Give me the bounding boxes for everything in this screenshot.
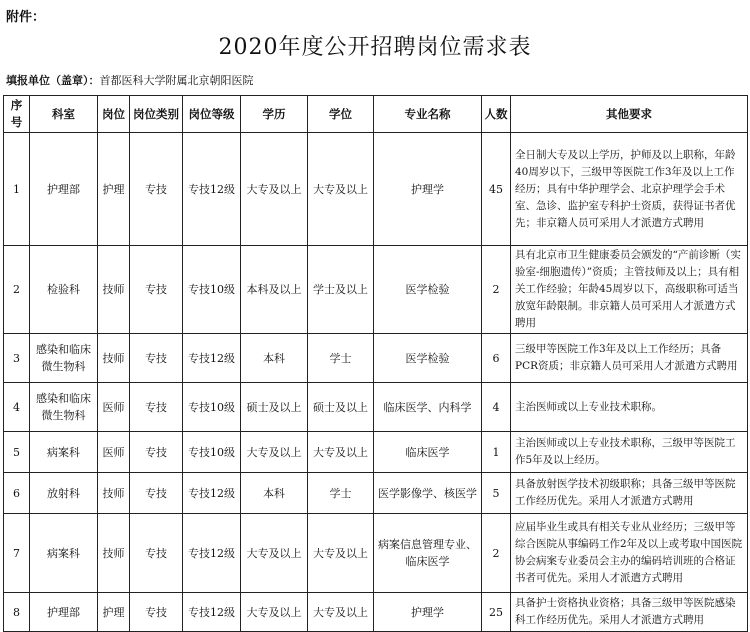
- attachment-label: 附件：: [6, 10, 46, 25]
- cell-level: 专技12级: [183, 473, 241, 514]
- cell-category: 专技: [130, 473, 183, 514]
- cell-requirements: 主治医师或以上专业技术职称。: [511, 383, 748, 432]
- cell-dept: 检验科: [30, 246, 98, 334]
- cell-level: 专技12级: [183, 133, 241, 246]
- cell-requirements: 主治医师或以上专业技术职称，三级甲等医院工作5年及以上经历。: [511, 432, 748, 473]
- table-header-row: [4, 96, 748, 133]
- cell-degree: 大专及以上: [308, 514, 374, 593]
- cell-requirements: 具有北京市卫生健康委员会颁发的“产前诊断（实验室-细胞遗传）”资质；主管技师及以上；具有相关工作经验；年龄45周岁以下，高级职称可适当放宽年龄限制。非京籍人员可采用人才派遣方式聘用: [511, 246, 748, 334]
- cell-education: 大专及以上: [241, 514, 308, 593]
- cell-degree: 学士: [308, 473, 374, 514]
- cell-dept: 病案科: [30, 514, 98, 593]
- cell-post: 医师: [98, 432, 130, 473]
- col-header-post: 岗位: [98, 96, 130, 133]
- cell-requirements: 应届毕业生或具有相关专业从业经历；三级甲等综合医院从事编码工作2年及以上或考取中国医院协会病案专业委员会主办的编码培训班的合格证书者可优先。采用人才派遣方式聘用: [511, 514, 748, 593]
- reporting-unit: [6, 72, 254, 88]
- cell-major: 临床医学: [374, 432, 482, 473]
- cell-level: 专技12级: [183, 593, 241, 632]
- table-row: [4, 246, 748, 334]
- cell-post: 技师: [98, 473, 130, 514]
- cell-no: 2: [4, 246, 30, 334]
- table-row: [4, 593, 748, 632]
- cell-category: 专技: [130, 432, 183, 473]
- cell-count: 2: [482, 246, 511, 334]
- cell-education: 本科: [241, 473, 308, 514]
- table-row: [4, 133, 748, 246]
- col-header-degree: 学位: [308, 96, 374, 133]
- cell-dept: 护理部: [30, 593, 98, 632]
- cell-count: 25: [482, 593, 511, 632]
- cell-count: 1: [482, 432, 511, 473]
- table-row: [4, 432, 748, 473]
- cell-count: 2: [482, 514, 511, 593]
- cell-requirements: 三级甲等医院工作3年及以上工作经历；具备PCR资质；非京籍人员可采用人才派遣方式聘用: [511, 334, 748, 383]
- cell-education: 硕士及以上: [241, 383, 308, 432]
- cell-education: 大专及以上: [241, 133, 308, 246]
- cell-education: 本科: [241, 334, 308, 383]
- cell-count: 4: [482, 383, 511, 432]
- cell-degree: 学士及以上: [308, 246, 374, 334]
- cell-no: 1: [4, 133, 30, 246]
- col-header-count: 人数: [482, 96, 511, 133]
- cell-requirements: 全日制大专及以上学历，护师及以上职称，年龄40周岁以下，三级甲等医院工作3年及以上工作经历；具有中华护理学会、北京护理学会手术室、急诊、监护室专科护士资质，获得证书者优先；非京籍人员可采用人才派遣方式聘用: [511, 133, 748, 246]
- cell-education: 本科及以上: [241, 246, 308, 334]
- col-header-education: 学历: [241, 96, 308, 133]
- cell-no: 5: [4, 432, 30, 473]
- cell-no: 8: [4, 593, 30, 632]
- cell-degree: 学士: [308, 334, 374, 383]
- cell-count: 6: [482, 334, 511, 383]
- col-header-requirements: 其他要求: [511, 96, 748, 133]
- col-header-level: 岗位等级: [183, 96, 241, 133]
- cell-level: 专技10级: [183, 432, 241, 473]
- cell-count: 5: [482, 473, 511, 514]
- cell-post: 技师: [98, 334, 130, 383]
- cell-level: 专技10级: [183, 383, 241, 432]
- cell-level: 专技12级: [183, 334, 241, 383]
- recruitment-table: [3, 95, 748, 632]
- cell-major: 护理学: [374, 593, 482, 632]
- cell-post: 医师: [98, 383, 130, 432]
- cell-major: 临床医学、内科学: [374, 383, 482, 432]
- cell-category: 专技: [130, 246, 183, 334]
- cell-category: 专技: [130, 514, 183, 593]
- cell-category: 专技: [130, 133, 183, 246]
- col-header-category: 岗位类别: [130, 96, 183, 133]
- cell-major: 医学检验: [374, 334, 482, 383]
- table-row: [4, 383, 748, 432]
- cell-no: 3: [4, 334, 30, 383]
- cell-no: 4: [4, 383, 30, 432]
- cell-no: 6: [4, 473, 30, 514]
- page-title: 2020年度公开招聘岗位需求表: [218, 35, 532, 60]
- col-header-dept: 科室: [30, 96, 98, 133]
- cell-education: 大专及以上: [241, 432, 308, 473]
- cell-degree: 硕士及以上: [308, 383, 374, 432]
- cell-requirements: 具备护士资格执业资格；具备三级甲等医院感染科工作经历优先。采用人才派遣方式聘用: [511, 593, 748, 632]
- unit-label: 填报单位（盖章）：: [6, 74, 100, 87]
- cell-post: 技师: [98, 514, 130, 593]
- cell-dept: 感染和临床微生物科: [30, 383, 98, 432]
- col-header-no: 序号: [4, 96, 30, 133]
- cell-degree: 大专及以上: [308, 593, 374, 632]
- cell-category: 专技: [130, 593, 183, 632]
- cell-degree: 大专及以上: [308, 133, 374, 246]
- cell-degree: 大专及以上: [308, 432, 374, 473]
- table-row: [4, 514, 748, 593]
- cell-major: 医学检验: [374, 246, 482, 334]
- cell-category: 专技: [130, 383, 183, 432]
- unit-name: 首都医科大学附属北京朝阳医院: [99, 74, 254, 87]
- cell-post: 护理: [98, 133, 130, 246]
- cell-major: 病案信息管理专业、临床医学: [374, 514, 482, 593]
- cell-post: 技师: [98, 246, 130, 334]
- cell-requirements: 具备放射医学技术初级职称；具备三级甲等医院工作经历优先。采用人才派遣方式聘用: [511, 473, 748, 514]
- table-row: [4, 473, 748, 514]
- col-header-major: 专业名称: [374, 96, 482, 133]
- cell-post: 护理: [98, 593, 130, 632]
- cell-no: 7: [4, 514, 30, 593]
- cell-major: 护理学: [374, 133, 482, 246]
- cell-count: 45: [482, 133, 511, 246]
- cell-dept: 病案科: [30, 432, 98, 473]
- cell-category: 专技: [130, 334, 183, 383]
- cell-major: 医学影像学、核医学: [374, 473, 482, 514]
- table-row: [4, 334, 748, 383]
- cell-dept: 感染和临床微生物科: [30, 334, 98, 383]
- cell-dept: 护理部: [30, 133, 98, 246]
- cell-dept: 放射科: [30, 473, 98, 514]
- cell-level: 专技12级: [183, 514, 241, 593]
- cell-education: 大专及以上: [241, 593, 308, 632]
- cell-level: 专技10级: [183, 246, 241, 334]
